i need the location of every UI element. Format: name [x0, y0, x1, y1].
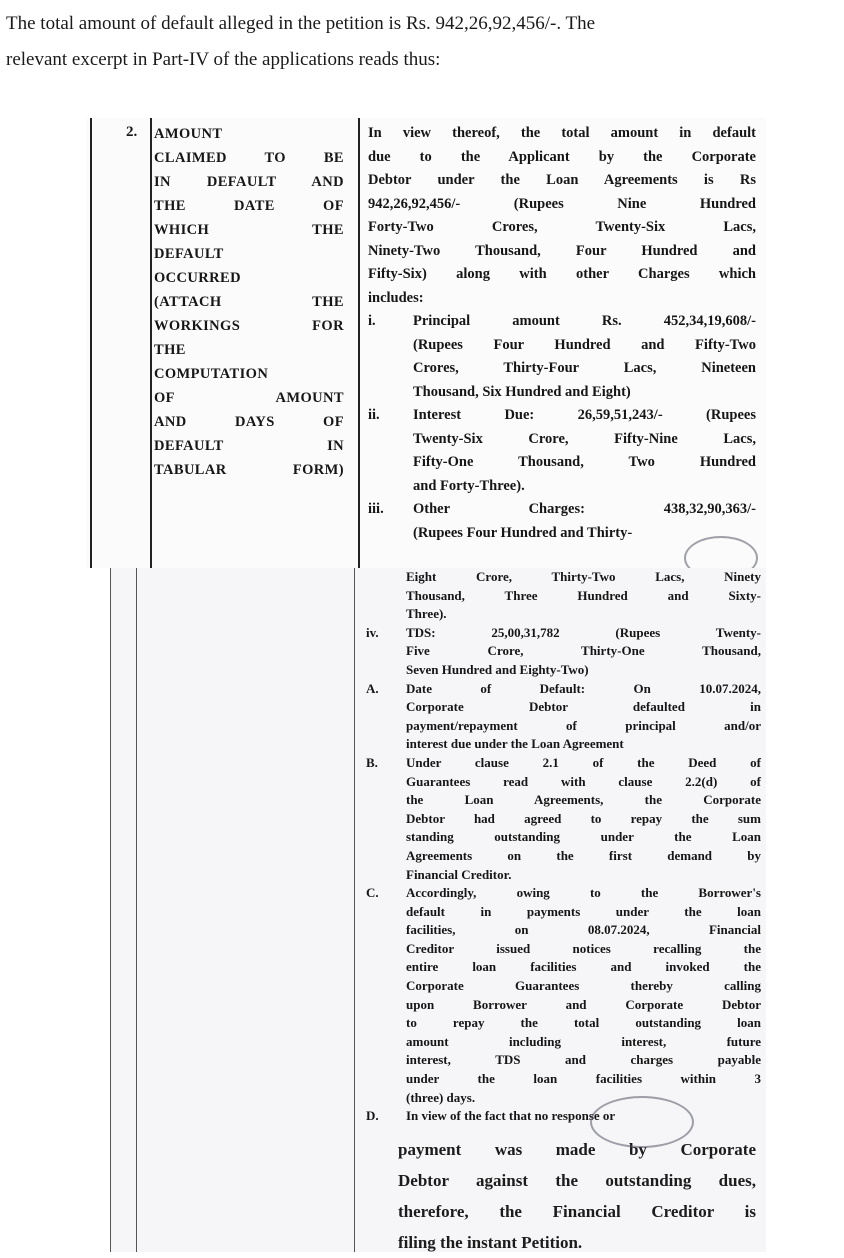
- serial-number: 2.: [126, 124, 138, 140]
- label-line: OF AMOUNT: [154, 390, 344, 406]
- list-item-line: (Rupees Four Hundred and Thirty-: [413, 524, 633, 541]
- list-item-line: Twenty-Six Crore, Fifty-Nine Lacs,: [413, 430, 756, 447]
- paragraph-line: In view thereof, the total amount in default: [368, 125, 756, 141]
- list-item: [366, 754, 761, 884]
- list-item-line: (Rupees Four Hundred and Fifty-Two: [413, 336, 756, 353]
- list-item-line: the Loan Agreements, the Corporate: [406, 792, 761, 808]
- list-item-line: Date of Default: On 10.07.2024,: [406, 680, 761, 696]
- list-item-line: interest due under the Loan Agreement: [406, 736, 624, 752]
- default-details-list: [366, 624, 761, 1126]
- list-item-line: (three) days.: [406, 1089, 476, 1105]
- list-item-line: Interest Due: 26,59,51,243/- (Rupees: [413, 407, 756, 423]
- list-item-line: and Forty-Three).: [413, 477, 525, 494]
- list-item-line: standing outstanding under the Loan: [406, 829, 761, 845]
- list-item-line: facilities, on 08.07.2024, Financial: [406, 922, 761, 938]
- list-marker: D.: [366, 1108, 379, 1124]
- list-item-line: interest, TDS and charges payable: [406, 1052, 761, 1068]
- scanned-excerpt-part-1: [86, 118, 766, 568]
- list-item-line: to repay the total outstanding loan: [406, 1015, 761, 1031]
- paragraph-line: Three).: [406, 606, 447, 622]
- paragraph-line: Ninety-Two Thousand, Four Hundred and: [368, 242, 756, 259]
- list-item-line: default in payments under the loan: [406, 903, 761, 919]
- list-marker: iii.: [368, 501, 384, 517]
- field-value: [368, 122, 756, 545]
- list-item: [366, 1107, 761, 1126]
- table-border-serial: [136, 568, 137, 1252]
- list-item-line: Financial Creditor.: [406, 866, 512, 882]
- label-line: COMPUTATION: [154, 366, 269, 382]
- label-line: WORKINGS FOR: [154, 318, 344, 334]
- list-item-line: TDS: 25,00,31,782 (Rupees Twenty-: [406, 624, 761, 640]
- label-line: AND DAYS OF: [154, 414, 344, 430]
- label-line: CLAIMED TO BE: [154, 150, 344, 166]
- list-item-line: Accordingly, owing to the Borrower's: [406, 885, 761, 901]
- list-item: [368, 404, 756, 498]
- list-item-line: Corporate Guarantees thereby calling: [406, 978, 761, 994]
- list-item-line: Crores, Thirty-Four Lacs, Nineteen: [413, 360, 756, 376]
- list-marker: i.: [368, 313, 376, 329]
- charges-list: [368, 310, 756, 545]
- intro-paragraph: [6, 6, 838, 78]
- list-item-line: Guarantees read with clause 2.2(d) of: [406, 773, 761, 789]
- label-line: TABULAR FORM): [154, 462, 344, 478]
- label-line: AMOUNT: [154, 126, 223, 142]
- continuation-text: [366, 568, 761, 624]
- label-line: (ATTACH THE: [154, 294, 344, 310]
- list-marker: iv.: [366, 624, 379, 640]
- label-line: IN DEFAULT AND: [154, 174, 344, 190]
- paragraph-line: Debtor against the outstanding dues,: [398, 1171, 756, 1190]
- paragraph-line: 942,26,92,456/- (Rupees Nine Hundred: [368, 195, 756, 212]
- paragraph-line: due to the Applicant by the Corporate: [368, 148, 756, 165]
- field-label: [154, 122, 344, 482]
- list-item-line: under the loan facilities within 3: [406, 1071, 761, 1087]
- paragraph-line: Debtor under the Loan Agreements is Rs: [368, 172, 756, 188]
- paragraph-line: filing the instant Petition.: [398, 1233, 583, 1252]
- list-marker: A.: [366, 680, 379, 696]
- paragraph-line: includes:: [368, 289, 424, 306]
- list-marker: ii.: [368, 407, 380, 423]
- list-item-line: Principal amount Rs. 452,34,19,608/-: [413, 313, 756, 329]
- list-item: [366, 884, 761, 1107]
- list-item-line: payment/repayment of principal and/or: [406, 717, 761, 733]
- label-line: THE: [154, 342, 186, 358]
- list-marker: C.: [366, 885, 379, 901]
- list-item-line: In view of the fact that no response or: [406, 1108, 616, 1124]
- list-item-line: Creditor issued notices recalling the: [406, 940, 761, 956]
- opening-paragraph: [368, 122, 756, 310]
- label-line: OCCURRED: [154, 270, 241, 286]
- table-border-serial: [150, 118, 152, 568]
- label-line: THE DATE OF: [154, 198, 344, 214]
- list-item-line: upon Borrower and Corporate Debtor: [406, 996, 761, 1012]
- list-item: [368, 498, 756, 545]
- list-item-line: Five Crore, Thirty-One Thousand,: [406, 643, 761, 659]
- list-item-line: amount including interest, future: [406, 1033, 761, 1049]
- paragraph-line: therefore, the Financial Creditor is: [398, 1202, 756, 1221]
- list-item-line: Under clause 2.1 of the Deed of: [406, 754, 761, 770]
- scanned-excerpt-part-2: [110, 568, 766, 1252]
- field-value-continued: [366, 568, 761, 1126]
- paragraph-line: Eight Crore, Thirty-Two Lacs, Ninety: [406, 569, 761, 584]
- label-line: DEFAULT: [154, 246, 224, 262]
- paragraph-line: Fifty-Six) along with other Charges which: [368, 266, 756, 282]
- table-border-left: [90, 118, 92, 568]
- list-marker: B.: [366, 754, 378, 770]
- list-item-line: Thousand, Six Hundred and Eight): [413, 383, 631, 400]
- list-item-line: Debtor had agreed to repay the sum: [406, 810, 761, 826]
- list-item: [366, 680, 761, 754]
- list-item-line: Fifty-One Thousand, Two Hundred: [413, 454, 756, 470]
- paragraph-line: Thousand, Three Hundred and Sixty-: [406, 587, 761, 603]
- list-item: [368, 310, 756, 404]
- table-border-middle: [358, 118, 360, 568]
- list-item-line: Corporate Debtor defaulted in: [406, 699, 761, 715]
- list-item-line: entire loan facilities and invoked the: [406, 959, 761, 975]
- label-line: WHICH THE: [154, 222, 344, 238]
- paragraph-line: Forty-Two Crores, Twenty-Six Lacs,: [368, 219, 756, 235]
- list-item-line: Other Charges: 438,32,90,363/-: [413, 501, 756, 517]
- table-border-middle: [354, 568, 355, 1252]
- intro-line-2: relevant excerpt in Part-IV of the applications reads thus:: [6, 49, 441, 70]
- paragraph-line: payment was made by Corporate: [398, 1140, 756, 1159]
- label-line: DEFAULT IN: [154, 438, 344, 454]
- intro-line-1: The total amount of default alleged in the petition is Rs. 942,26,92,456/-. The: [6, 13, 596, 34]
- list-item: [366, 624, 761, 680]
- list-item-line: Agreements on the first demand by: [406, 847, 761, 863]
- list-item-line: Seven Hundred and Eighty-Two): [406, 661, 589, 677]
- seal-stamp: [590, 1096, 694, 1148]
- closing-paragraph: [398, 1134, 756, 1258]
- table-border-left: [110, 568, 111, 1252]
